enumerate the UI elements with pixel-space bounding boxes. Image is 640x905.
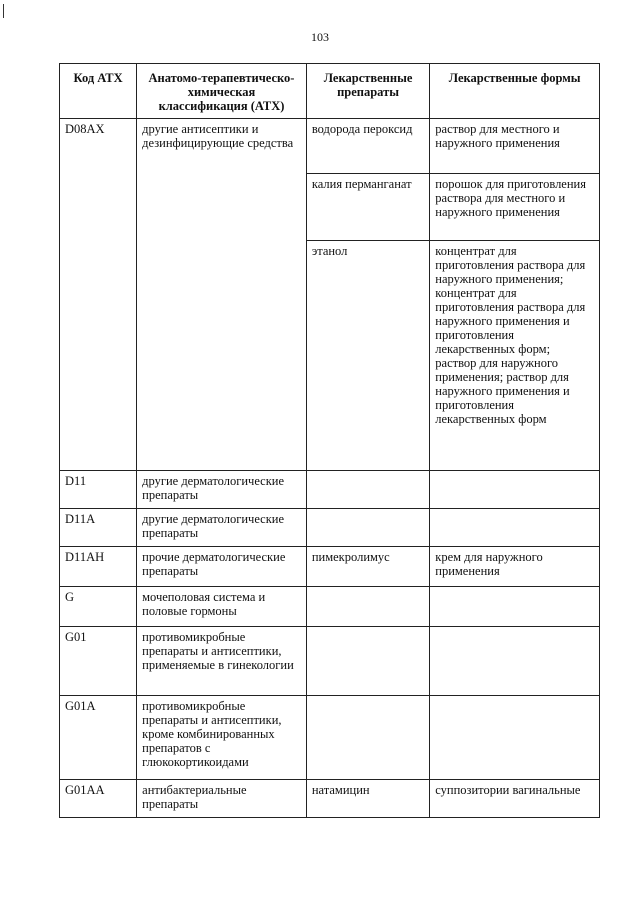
row-drug	[306, 509, 429, 547]
row-form: концентрат для приготовления раствора для наружного применения; концентрат для приготовления раствора для наружного применения и приготовления лекарственных форм; раствор для наружного применения; раствор для наружного применения и приготовления лекарственных форм	[430, 241, 600, 471]
table-row	[60, 119, 600, 174]
row-classification: другие антисептики и дезинфицирующие средства	[137, 119, 307, 471]
header-classification: Анатомо-терапевтическо-химическая классификация (АТХ)	[137, 64, 307, 119]
table-row	[60, 587, 600, 627]
row-form	[430, 696, 600, 780]
margin-mark	[3, 4, 4, 18]
row-classification: прочие дерматологические препараты	[137, 547, 307, 587]
row-drug: этанол	[306, 241, 429, 471]
row-drug: калия перманганат	[306, 174, 429, 241]
header-drugs: Лекарственные препараты	[306, 64, 429, 119]
row-classification: другие дерматологические препараты	[137, 471, 307, 509]
table-row	[60, 780, 600, 818]
row-form: порошок для приготовления раствора для местного и наружного применения	[430, 174, 600, 241]
row-form	[430, 627, 600, 696]
row-drug: пимекролимус	[306, 547, 429, 587]
row-drug	[306, 627, 429, 696]
row-code: D11	[60, 471, 137, 509]
header-code: Код АТХ	[60, 64, 137, 119]
row-classification: противомикробные препараты и антисептики, кроме комбинированных препаратов с глюкокортикоидами	[137, 696, 307, 780]
row-form	[430, 471, 600, 509]
row-form: суппозитории вагинальные	[430, 780, 600, 818]
row-classification: противомикробные препараты и антисептики, применяемые в гинекологии	[137, 627, 307, 696]
row-form: раствор для местного и наружного применения	[430, 119, 600, 174]
row-drug: водорода пероксид	[306, 119, 429, 174]
table-header-row	[60, 64, 600, 119]
row-form	[430, 587, 600, 627]
row-code: G01AA	[60, 780, 137, 818]
table-row	[60, 696, 600, 780]
table-row	[60, 471, 600, 509]
row-drug	[306, 587, 429, 627]
row-form: крем для наружного применения	[430, 547, 600, 587]
row-code: D11AH	[60, 547, 137, 587]
page-number: 103	[311, 30, 329, 44]
row-drug	[306, 471, 429, 509]
row-classification: мочеполовая система и половые гормоны	[137, 587, 307, 627]
row-code: G01	[60, 627, 137, 696]
row-code: D11A	[60, 509, 137, 547]
table-row	[60, 509, 600, 547]
row-drug	[306, 696, 429, 780]
table-row	[60, 627, 600, 696]
row-code: G	[60, 587, 137, 627]
atx-table	[59, 63, 600, 818]
row-drug: натамицин	[306, 780, 429, 818]
table-row	[60, 547, 600, 587]
row-form	[430, 509, 600, 547]
row-code: G01A	[60, 696, 137, 780]
row-classification: другие дерматологические препараты	[137, 509, 307, 547]
row-classification: антибактериальные препараты	[137, 780, 307, 818]
header-forms: Лекарственные формы	[430, 64, 600, 119]
row-code: D08AX	[60, 119, 137, 471]
